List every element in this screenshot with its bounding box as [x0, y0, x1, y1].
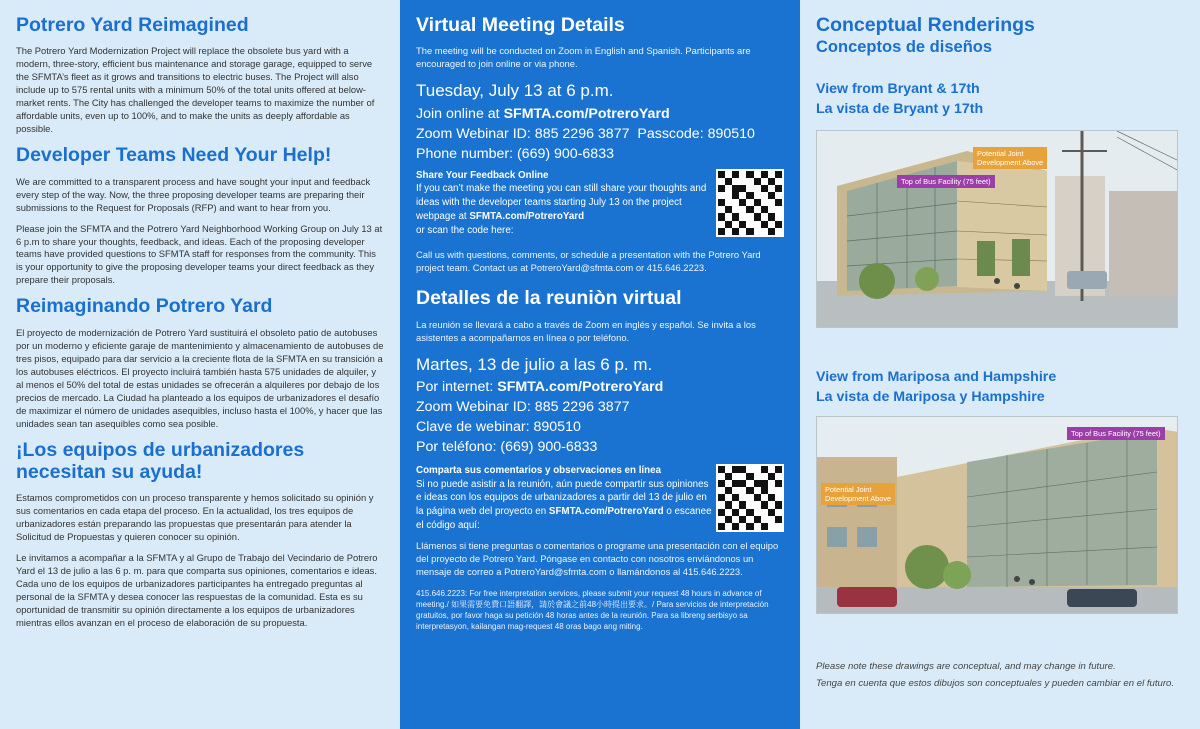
share-feedback-text — [416, 169, 716, 238]
clave-value: : 890510 — [525, 419, 581, 436]
interpretation-fine-print: 415.646.2223: For free interpretation services, please submit your request 48 hours in advance of meeting./ 如果需要免費口語翻譯，請於會議之前48小時提出要求。/ Para servicios de interpretación gratuitos, por favor haga su petición 48 horas antes de la reunión. Para sa libreng serbisyo sa interpretasyon, kailangan mag-request 48 oras bago ang miting. — [416, 589, 769, 631]
developer-teams-paragraph-1: We are committed to a transparent process and have sought your input and feedback every step of the way. Now, the three proposing developer teams are preparing their submissions to the Request for Proposals (RFP) and want to hear from you. — [16, 175, 371, 213]
join-online-line — [416, 105, 784, 125]
virtual-meeting-heading: Virtual Meeting Details — [416, 14, 625, 36]
join-online-label: Join online at — [416, 106, 504, 123]
view1-title-es: La vista de Bryant y 17th — [816, 100, 984, 117]
detalles-heading: Detalles de la reuniòn virtual — [416, 287, 682, 310]
phone-line — [416, 145, 784, 165]
webinar-es-line — [416, 398, 784, 418]
view2-joint-development-tag: Potential Joint Development Above — [821, 483, 895, 506]
join-online-link[interactable]: SFMTA.com/PotreroYard — [503, 106, 670, 123]
comparta-link[interactable]: SFMTA.com/PotreroYard — [548, 506, 664, 517]
webinar-id-label: Zoom Webinar ID — [416, 126, 527, 143]
view2-title-es: La vista de Mariposa y Hampshire — [816, 388, 1045, 405]
conceptual-note-en: Please note these drawings are conceptual, and may change in future. — [816, 660, 1116, 672]
share-feedback-body: If you can’t make the meeting you can still share your thoughts and ideas with the developer teams starting July 13 on the project webpage at — [416, 183, 707, 222]
equipos-paragraph-1: Estamos comprometidos con un proceso transparente y hemos solicitado su opinión y sus comentarios en cada etapa del proceso. En la actualidad, los tres equipos de urbanizadores están preparando las propuestas que presentarán para atender la Solicitud de Propuestas y quieren conocer su opinión. — [16, 492, 374, 543]
phone-label: Phone number — [416, 145, 510, 162]
comparta-text — [416, 464, 716, 533]
telefono-value: : (669) 900-6833 — [492, 439, 598, 456]
comparta-body: Si no puede asistir a la reunión, aún puede compartir sus opiniones e ideas con los equipos de urbanizadores a partir del 13 de julio en la página web del proyecto en — [416, 478, 709, 517]
view1-bus-facility-tag: Top of Bus Facility (75 feet) — [897, 175, 995, 188]
reimaginando-heading: Reimaginando Potrero Yard — [16, 295, 273, 318]
view2-title: View from Mariposa and Hampshire — [816, 368, 1057, 385]
comparta-row — [416, 464, 784, 533]
view2-bus-facility-tag: Top of Bus Facility (75 feet) — [1067, 427, 1165, 440]
potrero-yard-reimagined-heading: Potrero Yard Reimagined — [16, 14, 249, 36]
view1-joint-development-tag: Potential Joint Development Above — [973, 147, 1047, 170]
webinar-es-label: Zoom Webinar ID — [416, 399, 527, 416]
share-feedback-tail: or scan the code here: — [416, 224, 514, 236]
clave-label: Clave de webinar — [416, 419, 526, 436]
left-column — [0, 0, 400, 729]
share-feedback-title: Share Your Feedback Online — [416, 169, 549, 181]
comparta-title: Comparta sus comentarios y observaciones en línea — [416, 464, 662, 476]
right-column — [800, 0, 1200, 729]
share-feedback-link[interactable]: SFMTA.com/PotreroYard — [469, 210, 585, 222]
clave-line — [416, 418, 784, 438]
llamenos-paragraph: Llámenos si tiene preguntas o comentarios o programe una presentación con el equipo del proyecto de Potrero Yard. Póngase en contacto con nosotros enviándonos un mensaje de correo a PotreroYard@sfmta.com o llamándonos al 415.646.2223. — [416, 540, 779, 578]
contact-paragraph: Call us with questions, comments, or schedule a presentation with the Potrero Yard project team. Contact us at PotreroYard@sfmta.com or 415.646.2223. — [416, 249, 761, 274]
share-feedback-row — [416, 169, 784, 238]
renderings-heading: Conceptual Renderings — [816, 14, 1035, 36]
renderings-heading-es: Conceptos de diseños — [816, 38, 993, 57]
qr-code-english[interactable] — [716, 169, 784, 237]
phone-value: : (669) 900-6833 — [509, 145, 614, 162]
webinar-id-value: : 885 2296 3877 — [526, 126, 630, 143]
telefono-line — [416, 438, 784, 458]
por-internet-line — [416, 378, 784, 398]
meeting-intro: The meeting will be conducted on Zoom in English and Spanish. Participants are encouraged to join online or via phone. — [416, 45, 751, 70]
equipos-paragraph-2: Le invitamos a acompañar a la SFMTA y al Grupo de Trabajo del Vecindario de Potrero Yard el 13 de julio a las 6 p. m. para que comparta sus opiniones, comentarios e ideas. Cada uno de los equipos de urbanizadores participantes ha entregado preguntas al personal de la SFMTA y desea conocer las respuestas de la comunidad. Esta es su oportunidad de transmitir su opinión directamente a los equipos de urbanizadores mientras ellos avanzan en el proceso de elaboración de su propuesta. — [16, 552, 378, 629]
por-internet-link[interactable]: SFMTA.com/PotreroYard — [497, 379, 664, 396]
developer-teams-heading: Developer Teams Need Your Help! — [16, 144, 332, 167]
qr-code-spanish[interactable] — [716, 464, 784, 532]
view1-title: View from Bryant & 17th — [816, 81, 980, 98]
reunion-intro: La reunión se llevará a cabo a través de Zoom en inglés y español. Se invita a los asistentes a acompañarnos en línea o por teléfono. — [416, 318, 756, 343]
passcode-value: : 890510 — [699, 126, 755, 143]
equipos-heading: ¡Los equipos de urbanizadores necesitan su ayuda! — [16, 438, 305, 483]
project-description: The Potrero Yard Modernization Project will replace the obsolete bus yard with a modern, three-story, efficient bus maintenance and storage garage, equipped to serve the SFMTA’s fleet as it grows and transitions to electric buses. The Project will also include up to 575 rental units with a minimum 50% of the total units offered at below-market rents. The City has challenged the developer teams to maximize the number of affordable units, even up to 100%, and to make the units as deeply affordable as possible. — [16, 45, 375, 135]
reimaginando-paragraph: El proyecto de modernización de Potrero Yard sustituirá el obsoleto patio de autobuses por un moderno y eficiente garaje de mantenimiento y almacenamiento de autobuses de tres pisos, equipado para dar servicio a la creciente flota de la SFMTA en su transición a los autobuses eléctricos. El proyecto incluirá también hasta 575 unidades de alquiler, y al menos el 50% del total de estas unidades se ofrecerán a alquileres por debajo de los precios de mercado. La Ciudad ha planteado a los equipos de urbanizadores el desafío de maximizar el número de unidades asequibles, incluso hasta el 100%, y hacer que las unidades sean tan asequibles como sea posible. — [16, 326, 384, 429]
passcode-label: Passcode — [637, 126, 700, 143]
mariposa-rendering-illustration — [817, 417, 1178, 614]
conceptual-note-es: Tenga en cuenta que estos dibujos son conceptuales y pueden cambiar en el futuro. — [816, 678, 1175, 690]
zoom-webinar-line — [416, 125, 784, 145]
rendering-mariposa-hampshire — [816, 416, 1178, 614]
reunion-date: Martes, 13 de julio a las 6 p. m. — [416, 354, 653, 374]
comparta-tail: o escanee el código aquí: — [416, 506, 712, 531]
middle-column — [400, 0, 800, 729]
por-internet-label: Por internet: — [416, 379, 498, 396]
telefono-label: Por teléfono — [416, 439, 493, 456]
meeting-date: Tuesday, July 13 at 6 p.m. — [416, 81, 614, 101]
developer-teams-paragraph-2: Please join the SFMTA and the Potrero Yard Neighborhood Working Group on July 13 at 6 p.m to share your thoughts, feedback, and ideas. Each of the proposing developer teams have provided questions to SFMTA staff for responses from the community. This is your opportunity to give the proposing developer teams your direct feedback as they prepare their proposals. — [16, 222, 383, 286]
webinar-es-value: : 885 2296 3877 — [526, 399, 630, 416]
rendering-bryant-17th — [816, 130, 1178, 328]
